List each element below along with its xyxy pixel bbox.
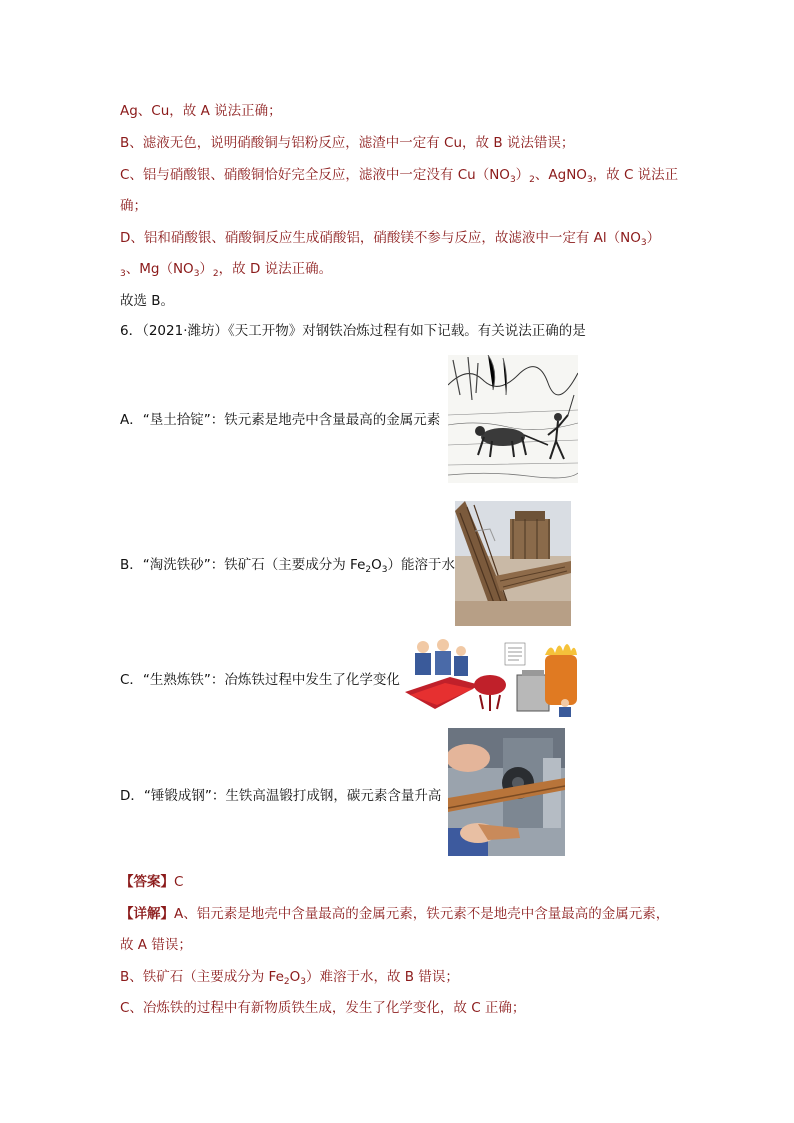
iron-smelting-cartoon xyxy=(405,637,580,717)
answer-value: C xyxy=(174,874,184,890)
option-c-image xyxy=(405,637,580,717)
option-a-text: A．“垦土拾锭”：铁元素是地壳中含量最高的金属元素 xyxy=(120,412,441,428)
option-c-text: C．“生熟炼铁”：冶炼铁过程中发生了化学变化 xyxy=(120,672,400,688)
explanation-line-1: 【详解】A、铝元素是地壳中含量最高的金属元素，铁元素不是地壳中含量最高的金属元素， xyxy=(120,906,670,922)
plowing-woodcut-illustration xyxy=(448,355,578,483)
option-b-image xyxy=(455,501,571,626)
option-a-image xyxy=(448,355,578,483)
explanation-label: 【详解】 xyxy=(120,906,174,922)
option-d-text: D．“锤锻成钢”：生铁高温锻打成钢，碳元素含量升高 xyxy=(120,788,442,804)
question-stem: 6．（2021·潍坊）《天工开物》对钢铁冶炼过程有如下记载。有关说法正确的是 xyxy=(120,323,586,339)
option-d-image xyxy=(448,728,565,856)
option-b-text: B．“淘洗铁砂”：铁矿石（主要成分为 $Fe_2O_3$）能溶于水 xyxy=(120,557,455,575)
prev-explanation-line-5: D、铝和硝酸银、硝酸铜反应生成硝酸铝，硝酸镁不参与反应，故滤液中一定有 $Al(NO_3)$ xyxy=(120,230,661,248)
prev-explanation-line-3: C、铝与硝酸银、硝酸铜恰好完全反应，滤液中一定没有 $Cu(NO_3)_2$、AgNO$_3$，故 C 说法正 xyxy=(120,167,679,185)
prev-explanation-line-4: 确； xyxy=(120,198,147,214)
prev-explanation-line-6: $_3$、$Mg(NO_3)_2$，故 D 说法正确。 xyxy=(120,261,333,279)
answer-label: 【答案】 xyxy=(120,874,174,890)
answer-line xyxy=(120,872,183,892)
explanation-line-2: 故 A 错误； xyxy=(120,937,192,953)
explanation-line-3: B、铁矿石（主要成分为 $Fe_2O_3$）难溶于水，故 B 错误； xyxy=(120,969,459,987)
steel-forging-photo xyxy=(448,728,565,856)
prev-explanation-line-1: Ag、Cu，故 A 说法正确； xyxy=(120,103,282,119)
ore-washing-photo xyxy=(455,501,571,626)
prev-conclusion: 故选 B。 xyxy=(120,293,175,309)
prev-explanation-line-2: B、滤液无色，说明硝酸铜与铝粉反应，滤渣中一定有 Cu，故 B 说法错误； xyxy=(120,135,575,151)
explanation-line-4: C、冶炼铁的过程中有新物质铁生成，发生了化学变化，故 C 正确； xyxy=(120,1000,526,1016)
